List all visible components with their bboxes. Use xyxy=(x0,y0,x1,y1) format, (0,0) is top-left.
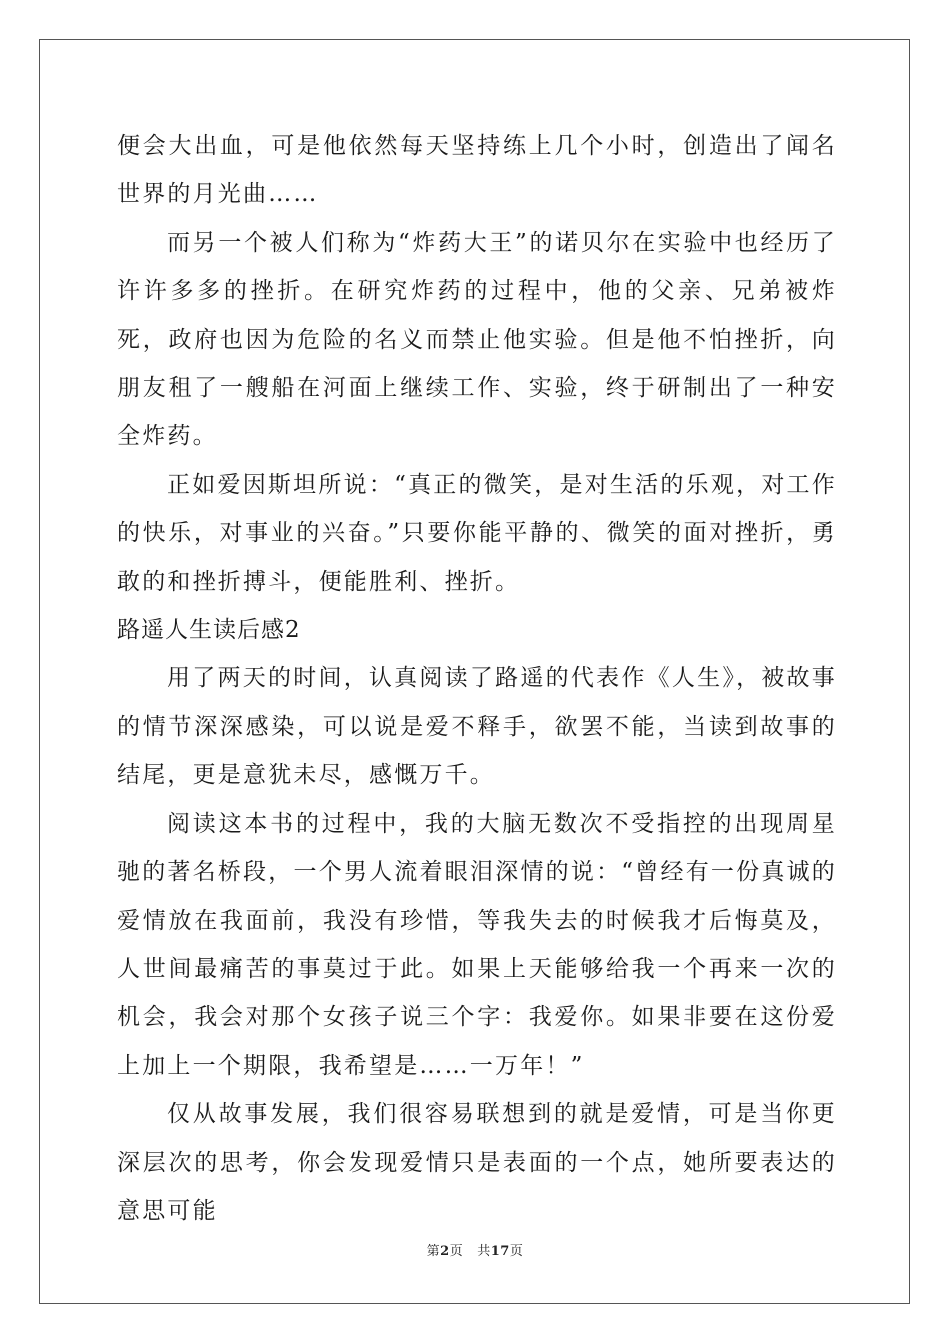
section-heading: 路遥人生读后感2 xyxy=(117,617,301,644)
total-suffix: 页 xyxy=(509,1244,524,1259)
page-number: 2 xyxy=(440,1244,450,1259)
total-prefix: 共 xyxy=(477,1244,491,1259)
paragraph-reading-intro: 用了两天的时间，认真阅读了路遥的代表作《人生》，被故事的情节深深感染，可以说是爱不释手，欲罢不能，当读到故事的结尾，更是意犹未尽，感慨万千。 xyxy=(117,665,837,789)
page-suffix: 页 xyxy=(449,1244,464,1259)
page-prefix: 第 xyxy=(426,1244,441,1259)
paragraph-movie-quote: 阅读这本书的过程中，我的大脑无数次不受指控的出现周星驰的著名桥段，一个男人流着眼泪深情的说：“曾经有一份真诚的爱情放在我面前，我没有珍惜，等我失去的时候我才后悔莫及，人世间最痛苦的事莫过于此。如果上天能够给我一个再来一次的机会，我会对那个女孩子说三个字：我爱你。如果非要在这份爱上加上一个期限，我希望是……一万年！” xyxy=(117,810,837,1079)
total-pages: 17 xyxy=(490,1244,510,1259)
paragraph-einstein-quote: 正如爱因斯坦所说：“真正的微笑，是对生活的乐观，对工作的快乐，对事业的兴奋。”只要你能平静的、微笑的面对挫折，勇敢的和挫折搏斗，便能胜利、挫折。 xyxy=(117,471,837,595)
document-body xyxy=(117,122,837,1235)
paragraph-nobel: 而另一个被人们称为“炸药大王”的诺贝尔在实验中也经历了许许多多的挫折。在研究炸药的过程中，他的父亲、兄弟被炸死，政府也因为危险的名义而禁止他实验。但是他不怕挫折，向朋友租了一艘船在河面上继续工作、实验，终于研制出了一种安全炸药。 xyxy=(117,229,837,450)
paragraph-continuation: 便会大出血，可是他依然每天坚持练上几个小时，创造出了闻名世界的月光曲…… xyxy=(117,133,837,208)
paragraph-deeper-meaning: 仅从故事发展，我们很容易联想到的就是爱情，可是当你更深层次的思考，你会发现爱情只是表面的一个点，她所要表达的意思可能 xyxy=(117,1101,837,1224)
page-footer xyxy=(0,1240,950,1259)
